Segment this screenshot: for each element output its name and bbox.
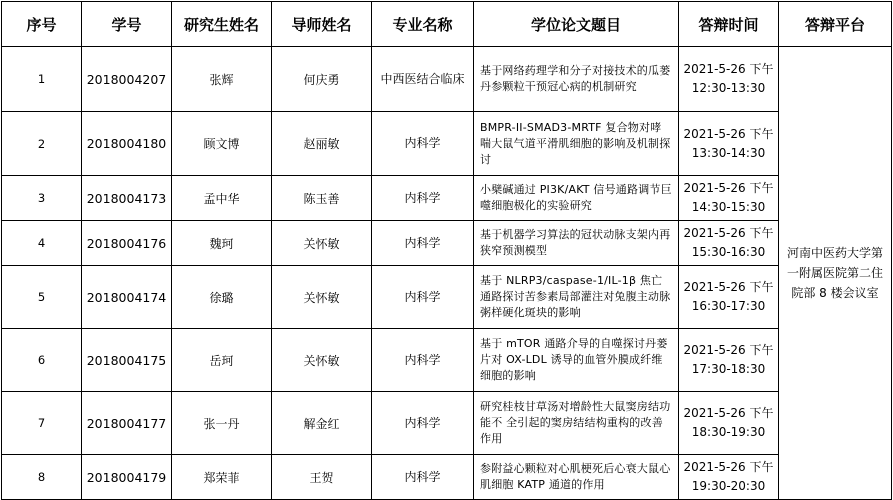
major-name: 内科学 bbox=[372, 112, 474, 176]
thesis-title: 基于机器学习算法的冠状动脉支架内再狭窄预测模型 bbox=[474, 221, 679, 266]
table-row bbox=[2, 329, 892, 392]
row-no: 1 bbox=[2, 47, 82, 112]
defense-venue: 河南中医药大学第一附属医院第二住院部 8 楼会议室 bbox=[779, 47, 892, 500]
table-row bbox=[2, 266, 892, 329]
defense-time: 2021-5-26 下午 18:30-19:30 bbox=[679, 392, 779, 455]
defense-time: 2021-5-26 下午 13:30-14:30 bbox=[679, 112, 779, 176]
student-id: 2018004207 bbox=[82, 47, 172, 112]
table-row bbox=[2, 47, 892, 112]
major-name: 内科学 bbox=[372, 329, 474, 392]
row-no: 4 bbox=[2, 221, 82, 266]
advisor-name: 关怀敏 bbox=[272, 329, 372, 392]
student-id: 2018004175 bbox=[82, 329, 172, 392]
header-student: 研究生姓名 bbox=[172, 2, 272, 47]
advisor-name: 何庆勇 bbox=[272, 47, 372, 112]
defense-schedule bbox=[1, 1, 892, 492]
major-name: 内科学 bbox=[372, 221, 474, 266]
defense-time: 2021-5-26 下午 12:30-13:30 bbox=[679, 47, 779, 112]
row-no: 7 bbox=[2, 392, 82, 455]
student-name: 顾文博 bbox=[172, 112, 272, 176]
advisor-name: 王贺 bbox=[272, 455, 372, 500]
thesis-title: 参附益心颗粒对心肌梗死后心衰大鼠心肌细胞 KATP 通道的作用 bbox=[474, 455, 679, 500]
header-major: 专业名称 bbox=[372, 2, 474, 47]
student-id: 2018004173 bbox=[82, 176, 172, 221]
header-advisor: 导师姓名 bbox=[272, 2, 372, 47]
thesis-title: 研究桂枝甘草汤对增龄性大鼠窦房结功能不 全引起的窦房结结构重构的改善作用 bbox=[474, 392, 679, 455]
major-name: 内科学 bbox=[372, 392, 474, 455]
thesis-title: 基于 mTOR 通路介导的自噬探讨丹蒌片对 OX-LDL 诱导的血管外膜成纤维细胞的影响 bbox=[474, 329, 679, 392]
table-row bbox=[2, 221, 892, 266]
header-thesis: 学位论文题目 bbox=[474, 2, 679, 47]
table-row bbox=[2, 112, 892, 176]
major-name: 内科学 bbox=[372, 266, 474, 329]
defense-time: 2021-5-26 下午 19:30-20:30 bbox=[679, 455, 779, 500]
header-time: 答辩时间 bbox=[679, 2, 779, 47]
defense-time: 2021-5-26 下午 15:30-16:30 bbox=[679, 221, 779, 266]
student-id: 2018004177 bbox=[82, 392, 172, 455]
row-no: 8 bbox=[2, 455, 82, 500]
defense-time: 2021-5-26 下午 14:30-15:30 bbox=[679, 176, 779, 221]
row-no: 2 bbox=[2, 112, 82, 176]
defense-time: 2021-5-26 下午 16:30-17:30 bbox=[679, 266, 779, 329]
advisor-name: 赵丽敏 bbox=[272, 112, 372, 176]
defense-time: 2021-5-26 下午 17:30-18:30 bbox=[679, 329, 779, 392]
thesis-title: BMPR-II-SMAD3-MRTF 复合物对哮喘大鼠气道平滑肌细胞的影响及机制探讨 bbox=[474, 112, 679, 176]
thesis-title: 基于 NLRP3/caspase-1/IL-1β 焦亡通路探讨苦参素局部灌注对兔腹主动脉粥样硬化斑块的影响 bbox=[474, 266, 679, 329]
student-name: 孟中华 bbox=[172, 176, 272, 221]
defense-table bbox=[1, 1, 892, 500]
header-id: 学号 bbox=[82, 2, 172, 47]
student-name: 张辉 bbox=[172, 47, 272, 112]
student-id: 2018004179 bbox=[82, 455, 172, 500]
row-no: 5 bbox=[2, 266, 82, 329]
student-name: 魏珂 bbox=[172, 221, 272, 266]
table-row bbox=[2, 392, 892, 455]
header-row bbox=[2, 2, 892, 47]
thesis-title: 基于网络药理学和分子对接技术的瓜蒌丹参颗粒干预冠心病的机制研究 bbox=[474, 47, 679, 112]
thesis-title: 小檗碱通过 PI3K/AKT 信号通路调节巨噬细胞极化的实验研究 bbox=[474, 176, 679, 221]
row-no: 3 bbox=[2, 176, 82, 221]
student-id: 2018004176 bbox=[82, 221, 172, 266]
student-name: 岳珂 bbox=[172, 329, 272, 392]
advisor-name: 关怀敏 bbox=[272, 221, 372, 266]
major-name: 内科学 bbox=[372, 455, 474, 500]
major-name: 中西医结合临床 bbox=[372, 47, 474, 112]
student-id: 2018004174 bbox=[82, 266, 172, 329]
student-name: 郑荣菲 bbox=[172, 455, 272, 500]
row-no: 6 bbox=[2, 329, 82, 392]
header-no: 序号 bbox=[2, 2, 82, 47]
advisor-name: 陈玉善 bbox=[272, 176, 372, 221]
student-name: 徐璐 bbox=[172, 266, 272, 329]
student-id: 2018004180 bbox=[82, 112, 172, 176]
major-name: 内科学 bbox=[372, 176, 474, 221]
table-row bbox=[2, 176, 892, 221]
header-venue: 答辩平台 bbox=[779, 2, 892, 47]
advisor-name: 解金红 bbox=[272, 392, 372, 455]
advisor-name: 关怀敏 bbox=[272, 266, 372, 329]
student-name: 张一丹 bbox=[172, 392, 272, 455]
